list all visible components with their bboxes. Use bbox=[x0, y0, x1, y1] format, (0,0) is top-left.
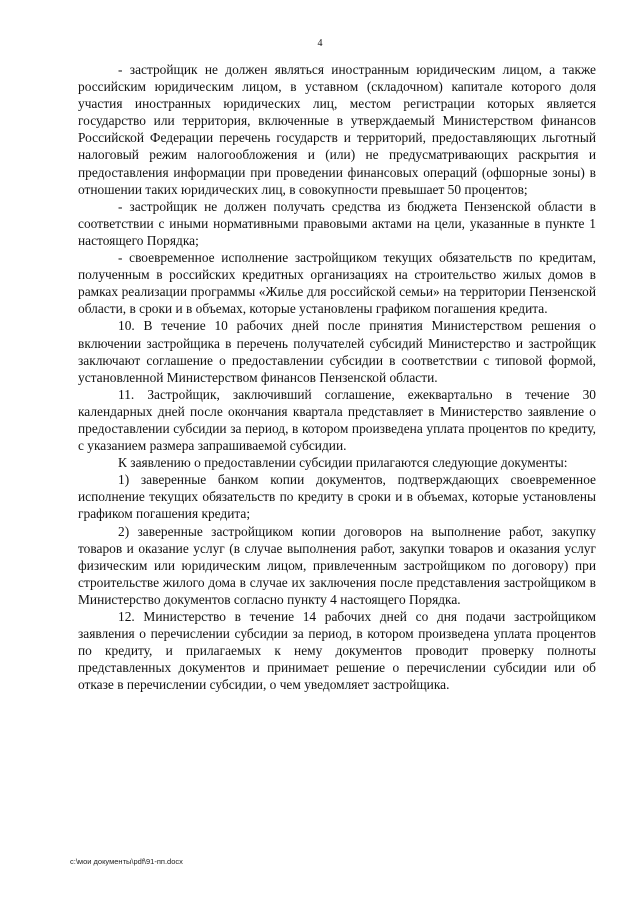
paragraph-clause-12: 12. Министерство в течение 14 рабочих дней со дня подачи застройщиком заявления о перечислении субсидии за период, в котором произведена уплата процентов по кредиту, и прилагаемых к нему документов проводит проверку полноты представленных документов и принимает решение о перечислении субсидии или об отказе в перечислении субсидии, о чем уведомляет застройщика. bbox=[78, 609, 596, 693]
paragraph-document-item-2: 2) заверенные застройщиком копии договоров на выполнение работ, закупку товаров и оказание услуг (в случае выполнения работ, закупки товаров и оказания услуг физическим или юридическим лицом, привлеченным застройщиком по договору) при строительстве жилого дома в случае их заключения после представления застройщиком в Министерство документов согласно пункту 4 настоящего Порядка. bbox=[78, 523, 596, 607]
page-number: 4 bbox=[317, 38, 323, 49]
document-body bbox=[78, 61, 596, 693]
footer-file-path: c:\мои документы\pdf\91-пп.docx bbox=[70, 857, 183, 866]
paragraph-budget-funds-requirement: - застройщик не должен получать средства из бюджета Пензенской области в соответствии с иными нормативными правовыми актами на цели, указанные в пункте 1 настоящего Порядка; bbox=[78, 198, 596, 248]
paragraph-clause-11: 11. Застройщик, заключивший соглашение, ежеквартально в течение 30 календарных дней после окончания квартала представляет в Министерство заявление о предоставлении субсидии за период, в котором произведена уплата процентов по кредиту, с указанием размера запрашиваемой субсидии. bbox=[78, 386, 596, 454]
paragraph-document-item-1: 1) заверенные банком копии документов, подтверждающих своевременное исполнение текущих обязательств по кредиту в сроки и в объемах, которые установлены графиком погашения кредита; bbox=[78, 472, 596, 522]
paragraph-timely-repayment-requirement: - своевременное исполнение застройщиком текущих обязательств по кредитам, полученным в российских кредитных организациях на строительство жилых домов в рамках реализации программы «Жилье для российской семьи» на территории Пензенской области, в сроки и в объемах, которые установлены графиком погашения кредита. bbox=[78, 250, 596, 317]
paragraph-foreign-entity-requirement: - застройщик не должен являться иностранным юридическим лицом, а также российским юридическим лицом, в уставном (складочном) капитале которого доля участия иностранных юридических лиц, местом регистрации которых является государство или территория, включенные в утверждаемый Министерством финансов Российской Федерации перечень государств и территорий, предоставляющих льготный налоговый режим налогообложения и (или) не предусматривающих раскрытия и предоставления информации при проведении финансовых операций (офшорные зоны) в отношении таких юридических лиц, в совокупности превышает 50 процентов; bbox=[78, 62, 596, 197]
paragraph-attached-documents-intro: К заявлению о предоставлении субсидии прилагаются следующие документы: bbox=[118, 455, 568, 471]
paragraph-clause-10: 10. В течение 10 рабочих дней после принятия Министерством решения о включении застройщика в перечень получателей субсидий Министерство и застройщик заключают соглашение о предоставлении субсидии в соответствии с типовой формой, установленной Министерством финансов Пензенской области. bbox=[78, 318, 596, 385]
